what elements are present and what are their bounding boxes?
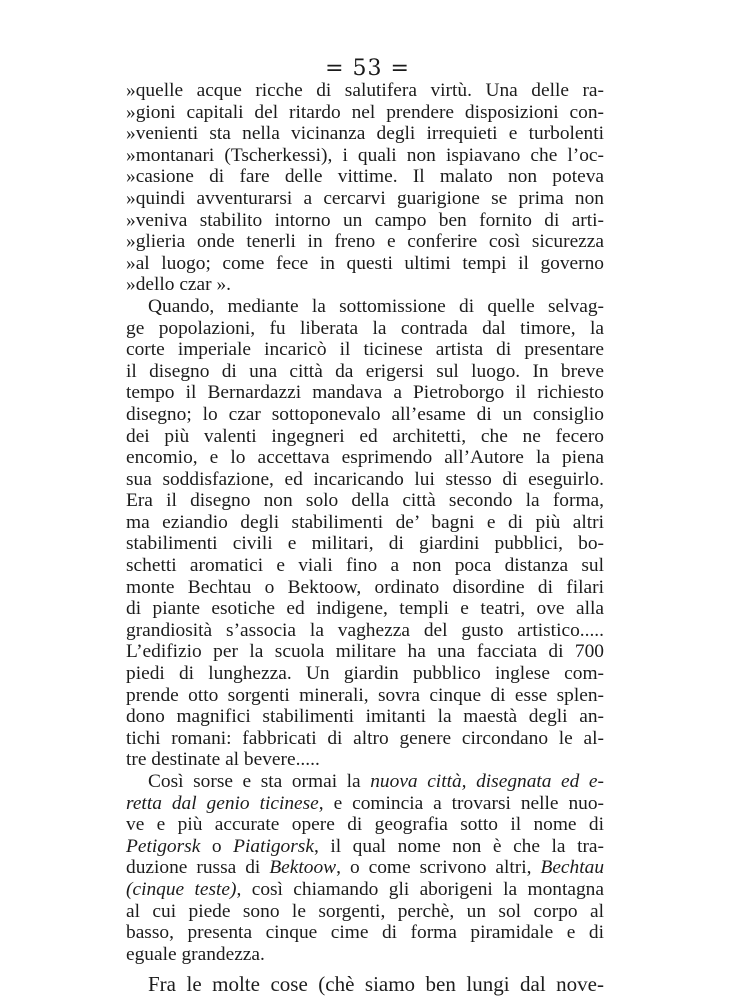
text-line: »venienti sta nella vicinanza degli irrequieti e turbolenti bbox=[126, 123, 604, 145]
text-run: , e comincia a trovarsi nelle nuo- bbox=[318, 792, 604, 814]
italic-text: Petigorsk bbox=[126, 835, 201, 857]
text-line: eguale grandezza. bbox=[126, 943, 265, 965]
text-run: , il qual nome non è che la tra- bbox=[313, 835, 604, 857]
text-line: ve e più accurate opere di geografia sotto il nome di bbox=[126, 814, 604, 836]
text-run: Così sorse e sta ormai la bbox=[148, 771, 371, 792]
text-line bbox=[126, 793, 604, 815]
page-number: = 53 = bbox=[325, 56, 410, 81]
text-line: piedi di lunghezza. Un giardin pubblico inglese com- bbox=[126, 663, 604, 685]
text-line: »dello czar ». bbox=[126, 274, 231, 296]
text-line: prende otto sorgenti minerali, sovra cinque di esse splen- bbox=[126, 684, 604, 706]
text-line: grandiosità s’associa la vaghezza del gusto artistico..... bbox=[126, 619, 604, 641]
text-line: »casione di fare delle vittime. Il malato non poteva bbox=[126, 166, 604, 188]
text-line: ma eziandio degli stabilimenti de’ bagni e di più altri bbox=[126, 511, 604, 533]
text-line: il disegno di una città da erigersi sul luogo. In breve bbox=[126, 360, 604, 382]
text-line: Quando, mediante la sottomissione di quelle selvag- bbox=[148, 295, 604, 317]
text-line: »quelle acque ricche di salutifera virtù. Una delle ra- bbox=[126, 80, 604, 101]
body-text bbox=[126, 80, 604, 998]
text-line: »veniva stabilito intorno un campo ben fornito di arti- bbox=[126, 209, 604, 231]
text-run: , così chiamando gli aborigeni la montagna bbox=[236, 878, 604, 900]
italic-text: nuova città, disegnata ed e- bbox=[370, 771, 604, 792]
text-line: tempo il Bernardazzi mandava a Pietroborgo il richiesto bbox=[126, 382, 604, 404]
text-line: tre destinate al bevere..... bbox=[126, 749, 320, 771]
text-line: »al luogo; come fece in questi ultimi tempi il governo bbox=[126, 252, 604, 274]
text-line: L’edifizio per la scuola militare ha una facciata di 700 bbox=[126, 641, 604, 663]
text-line: Fra le molte cose (chè siamo ben lungi dal nove- bbox=[148, 972, 604, 997]
text-line: »gioni capitali del ritardo nel prendere disposizioni con- bbox=[126, 101, 604, 123]
text-line: ge popolazioni, fu liberata la contrada dal timore, la bbox=[126, 317, 604, 339]
text-line: corte imperiale incaricò il ticinese artista di presentare bbox=[126, 339, 604, 361]
text-line: Era il disegno non solo della città secondo la forma, bbox=[126, 490, 604, 512]
text-line: »montanari (Tscherkessi), i quali non ispiavano che l’oc- bbox=[126, 144, 604, 166]
text-line: schetti aromatici e viali fino a non poca distanza sul bbox=[126, 555, 604, 577]
text-line: »glieria onde tenerli in freno e conferire così sicurezza bbox=[126, 231, 604, 253]
italic-text: (cinque teste) bbox=[126, 878, 237, 900]
text-line: monte Bechtau o Bektoow, ordinato disordine di filari bbox=[126, 576, 604, 598]
text-line: encomio, e lo accettava esprimendo all’Autore la piena bbox=[126, 447, 604, 469]
text-line: sua soddisfazione, ed incaricando lui stesso di eseguirlo. bbox=[126, 468, 604, 490]
text-run: o bbox=[200, 835, 234, 857]
text-line: »quindi avventurarsi a cercarvi guarigione se prima non bbox=[126, 187, 604, 209]
text-line bbox=[126, 879, 604, 901]
quotation bbox=[126, 80, 604, 296]
text-run: duzione russa di bbox=[126, 857, 270, 879]
paragraph bbox=[126, 296, 604, 771]
italic-text: Piatigorsk bbox=[233, 835, 314, 857]
text-line bbox=[126, 836, 604, 858]
text-line: dono magnifici stabilimenti imitanti la maestà degli an- bbox=[126, 706, 604, 728]
italic-text: Bechtau bbox=[540, 857, 605, 879]
text-line: di piante esotiche ed indigene, templi e teatri, ove alla bbox=[126, 598, 604, 620]
text-line bbox=[126, 857, 604, 879]
paragraph bbox=[126, 971, 604, 998]
text-line: al cui piede sono le sorgenti, perchè, un sol corpo al bbox=[126, 900, 604, 922]
text-run: , o come scrivono altri, bbox=[336, 857, 541, 879]
text-line: disegno; lo czar sottoponevalo all’esame di un consiglio bbox=[126, 403, 604, 425]
text-line: basso, presenta cinque cime di forma piramidale e di bbox=[126, 922, 604, 944]
italic-text: Bektoow bbox=[269, 857, 337, 879]
italic-text: retta dal genio ticinese bbox=[126, 792, 319, 814]
text-line: tichi romani: fabbricati di altro genere circondano le al- bbox=[126, 727, 604, 749]
paragraph bbox=[126, 771, 604, 965]
text-line bbox=[126, 771, 604, 793]
text-line: stabilimenti civili e militari, di giardini pubblici, bo- bbox=[126, 533, 604, 555]
text-line: dei più valenti ingegneri ed architetti, che ne fecero bbox=[126, 425, 604, 447]
